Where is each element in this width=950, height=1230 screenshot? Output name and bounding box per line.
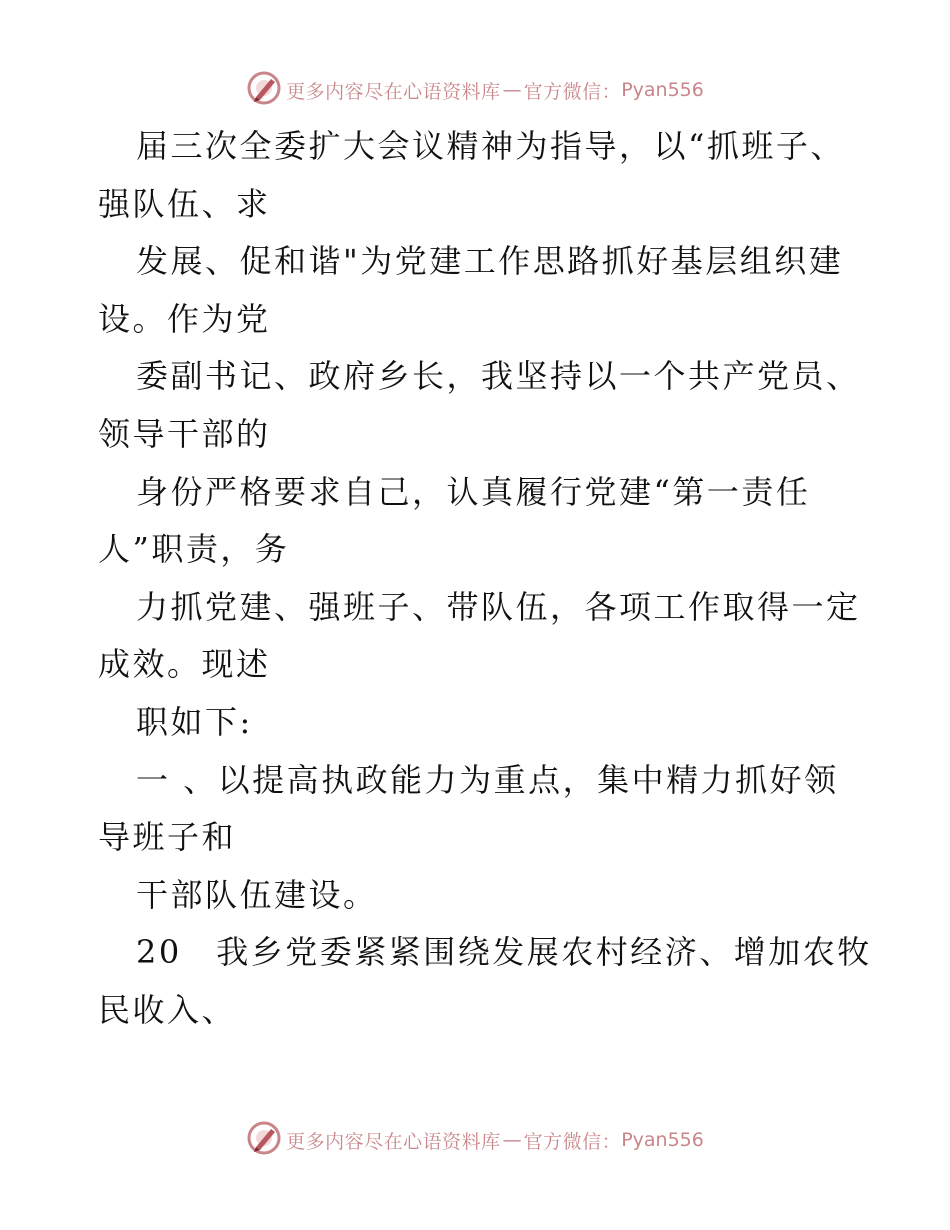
footer-watermark-logo: [246, 1120, 286, 1161]
body-text-line: 委副书记、政府乡长，我坚持以一个共产党员、: [136, 357, 861, 396]
body-text-line: 力抓党建、强班子、带队伍，各项工作取得一定: [136, 587, 861, 626]
pen-logo-icon: [246, 1120, 282, 1156]
watermark-contact-label: 官方微信：: [523, 1130, 622, 1153]
pen-logo-icon: [246, 70, 282, 106]
body-text-line: 导班子和: [98, 818, 237, 857]
body-text-line: 届三次全委扩大会议精神为指导，以“抓班子、: [136, 127, 845, 165]
watermark-contact-label: 官方微信：: [523, 80, 622, 103]
body-text-line: 强队伍、求: [98, 184, 271, 223]
body-text-line: 一 、以提高执政能力为重点，集中精力抓好领: [136, 760, 839, 799]
watermark-text: 更多内容尽在心语资料库: [286, 1130, 501, 1153]
header-watermark-logo: [246, 70, 286, 111]
watermark-dash: —: [502, 1129, 522, 1151]
watermark-contact-id: Pyan556: [621, 1129, 704, 1151]
watermark-contact-id: Pyan556: [621, 79, 704, 101]
body-text-line: 成效。现述: [98, 645, 271, 684]
body-text-line: 民收入、: [98, 990, 237, 1029]
body-text-line: 设。作为党: [98, 299, 271, 338]
document-body: [98, 118, 872, 1040]
footer-watermark: [0, 1120, 950, 1160]
body-text-line: 20 我乡党委紧紧围绕发展农村经济、增加农牧: [136, 933, 872, 972]
body-text-line: 发展、促和谐"为党建工作思路抓好基层组织建: [136, 242, 844, 281]
body-text-line: 人”职责，务: [98, 530, 290, 569]
watermark-dash: —: [502, 79, 522, 101]
header-watermark: [0, 70, 950, 110]
body-text-line: 领导干部的: [98, 414, 271, 453]
body-text-line: 干部队伍建设。: [136, 875, 378, 914]
watermark-text: 更多内容尽在心语资料库: [286, 80, 501, 103]
body-text-line: 职如下:: [136, 702, 253, 741]
body-text-line: 身份严格要求自己，认真履行党建“第一责任: [136, 472, 811, 511]
